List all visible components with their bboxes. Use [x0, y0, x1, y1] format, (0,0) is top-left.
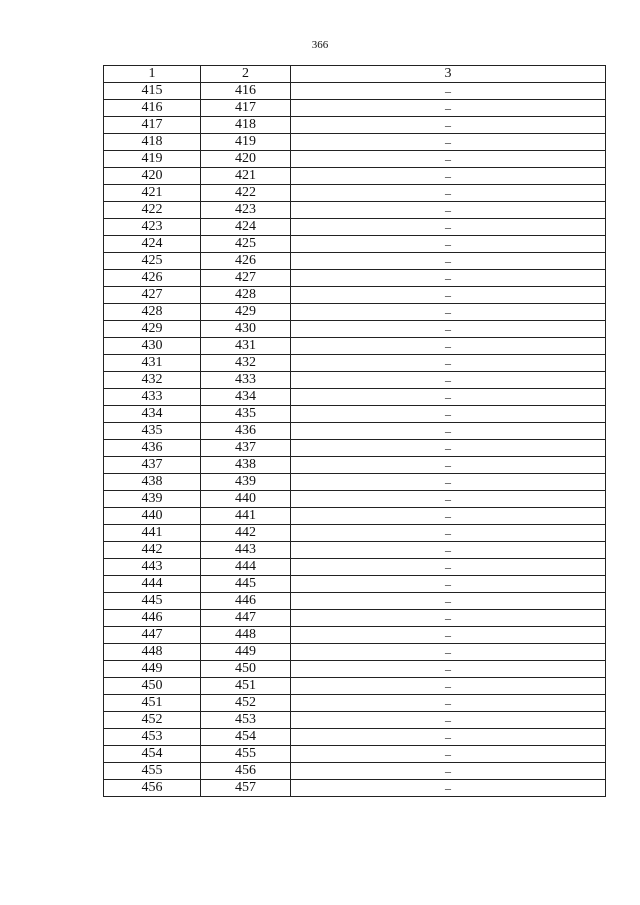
table-cell-col-2: 435 [201, 406, 291, 423]
table-cell-col-1: 433 [104, 389, 201, 406]
table-row [104, 423, 606, 440]
table-cell-col-3: – [291, 661, 606, 678]
table-cell-col-1: 426 [104, 270, 201, 287]
table-cell-col-3: – [291, 236, 606, 253]
table-cell-col-2: 420 [201, 151, 291, 168]
table-cell-col-3: – [291, 593, 606, 610]
table-cell-col-3: – [291, 151, 606, 168]
table-cell-col-3: – [291, 576, 606, 593]
table-row [104, 780, 606, 797]
table-row [104, 712, 606, 729]
table-cell-col-1: 434 [104, 406, 201, 423]
table-row [104, 355, 606, 372]
table-cell-col-1: 450 [104, 678, 201, 695]
table-cell-col-2: 449 [201, 644, 291, 661]
table-row [104, 576, 606, 593]
table-cell-col-1: 446 [104, 610, 201, 627]
table-cell-col-1: 420 [104, 168, 201, 185]
table-cell-col-1: 418 [104, 134, 201, 151]
table-cell-col-1: 440 [104, 508, 201, 525]
table-row [104, 253, 606, 270]
table-cell-col-2: 431 [201, 338, 291, 355]
table-cell-col-2: 419 [201, 134, 291, 151]
table-cell-col-2: 434 [201, 389, 291, 406]
table-cell-col-2: 440 [201, 491, 291, 508]
table-cell-col-3: – [291, 389, 606, 406]
table-cell-col-3: – [291, 168, 606, 185]
table-cell-col-3: – [291, 627, 606, 644]
table-header-row [104, 66, 606, 83]
table-cell-col-3: – [291, 491, 606, 508]
table-row [104, 219, 606, 236]
table-cell-col-1: 415 [104, 83, 201, 100]
table-cell-col-2: 454 [201, 729, 291, 746]
table-row [104, 270, 606, 287]
table-cell-col-1: 429 [104, 321, 201, 338]
table-cell-col-2: 444 [201, 559, 291, 576]
table-cell-col-3: – [291, 559, 606, 576]
table-row [104, 389, 606, 406]
table-row [104, 746, 606, 763]
table-cell-col-3: – [291, 712, 606, 729]
table-cell-col-3: – [291, 746, 606, 763]
table-cell-col-3: – [291, 763, 606, 780]
table-cell-col-3: – [291, 83, 606, 100]
table-row [104, 627, 606, 644]
table-row [104, 236, 606, 253]
table-cell-col-3: – [291, 355, 606, 372]
table-cell-col-1: 438 [104, 474, 201, 491]
table-row [104, 321, 606, 338]
table-row [104, 304, 606, 321]
table-row [104, 185, 606, 202]
table-row [104, 83, 606, 100]
table-row [104, 695, 606, 712]
table-cell-col-1: 432 [104, 372, 201, 389]
table-row [104, 406, 606, 423]
table-cell-col-3: – [291, 100, 606, 117]
table-cell-col-1: 445 [104, 593, 201, 610]
table-cell-col-3: – [291, 304, 606, 321]
table-cell-col-3: – [291, 610, 606, 627]
table-cell-col-3: – [291, 542, 606, 559]
table-row [104, 134, 606, 151]
table-cell-col-1: 419 [104, 151, 201, 168]
table-cell-col-3: – [291, 780, 606, 797]
table-cell-col-3: – [291, 321, 606, 338]
table-cell-col-1: 453 [104, 729, 201, 746]
table-cell-col-1: 441 [104, 525, 201, 542]
table-cell-col-2: 450 [201, 661, 291, 678]
table-cell-col-1: 428 [104, 304, 201, 321]
table-cell-col-2: 456 [201, 763, 291, 780]
table-row [104, 729, 606, 746]
table-cell-col-3: – [291, 372, 606, 389]
table-cell-col-3: – [291, 508, 606, 525]
table-cell-col-1: 437 [104, 457, 201, 474]
table-row [104, 287, 606, 304]
table-row [104, 525, 606, 542]
table-cell-col-2: 423 [201, 202, 291, 219]
table-cell-col-2: 416 [201, 83, 291, 100]
table-row [104, 117, 606, 134]
table-cell-col-3: – [291, 678, 606, 695]
table-cell-col-1: 431 [104, 355, 201, 372]
table-cell-col-2: 433 [201, 372, 291, 389]
table-row [104, 457, 606, 474]
table-cell-col-1: 416 [104, 100, 201, 117]
table-cell-col-3: – [291, 423, 606, 440]
table-cell-col-1: 427 [104, 287, 201, 304]
page-number: 366 [311, 39, 329, 51]
table-cell-col-3: – [291, 202, 606, 219]
table-cell-col-2: 453 [201, 712, 291, 729]
table-cell-col-1: 454 [104, 746, 201, 763]
table-cell-col-1: 422 [104, 202, 201, 219]
table-row [104, 542, 606, 559]
table-cell-col-1: 449 [104, 661, 201, 678]
table-row [104, 338, 606, 355]
table-row [104, 763, 606, 780]
table-cell-col-2: 455 [201, 746, 291, 763]
table-cell-col-1: 423 [104, 219, 201, 236]
table-row [104, 508, 606, 525]
table-cell-col-2: 448 [201, 627, 291, 644]
table-cell-col-2: 439 [201, 474, 291, 491]
table-cell-col-3: – [291, 287, 606, 304]
table-cell-col-1: 452 [104, 712, 201, 729]
table-cell-col-2: 424 [201, 219, 291, 236]
table-cell-col-1: 455 [104, 763, 201, 780]
table-cell-col-3: – [291, 644, 606, 661]
table-row [104, 151, 606, 168]
table-row [104, 100, 606, 117]
column-header-2: 2 [201, 66, 291, 83]
table-cell-col-1: 417 [104, 117, 201, 134]
table-cell-col-3: – [291, 134, 606, 151]
table-row [104, 372, 606, 389]
table-cell-col-1: 436 [104, 440, 201, 457]
table-cell-col-2: 457 [201, 780, 291, 797]
table-row [104, 644, 606, 661]
table-cell-col-3: – [291, 253, 606, 270]
table-cell-col-2: 427 [201, 270, 291, 287]
table-cell-col-3: – [291, 219, 606, 236]
table-cell-col-1: 435 [104, 423, 201, 440]
table-cell-col-1: 430 [104, 338, 201, 355]
table-row [104, 202, 606, 219]
table-cell-col-3: – [291, 117, 606, 134]
table-cell-col-2: 421 [201, 168, 291, 185]
table-cell-col-2: 429 [201, 304, 291, 321]
table-cell-col-2: 446 [201, 593, 291, 610]
table-cell-col-2: 441 [201, 508, 291, 525]
table-cell-col-1: 443 [104, 559, 201, 576]
table-cell-col-2: 438 [201, 457, 291, 474]
table-cell-col-2: 442 [201, 525, 291, 542]
table-cell-col-2: 425 [201, 236, 291, 253]
table-cell-col-3: – [291, 695, 606, 712]
table-row [104, 678, 606, 695]
table-body [104, 83, 606, 797]
table-cell-col-3: – [291, 525, 606, 542]
table-cell-col-1: 421 [104, 185, 201, 202]
table-row [104, 491, 606, 508]
table-cell-col-3: – [291, 474, 606, 491]
table-cell-col-3: – [291, 729, 606, 746]
table-cell-col-1: 447 [104, 627, 201, 644]
table-cell-col-2: 443 [201, 542, 291, 559]
table-cell-col-3: – [291, 457, 606, 474]
table-cell-col-2: 418 [201, 117, 291, 134]
table-cell-col-1: 439 [104, 491, 201, 508]
table-cell-col-1: 448 [104, 644, 201, 661]
table-cell-col-2: 432 [201, 355, 291, 372]
table-cell-col-3: – [291, 338, 606, 355]
table-cell-col-3: – [291, 440, 606, 457]
table-row [104, 559, 606, 576]
table-row [104, 610, 606, 627]
table-cell-col-2: 437 [201, 440, 291, 457]
table-cell-col-2: 452 [201, 695, 291, 712]
column-header-3: 3 [291, 66, 606, 83]
table-cell-col-3: – [291, 270, 606, 287]
table-cell-col-1: 425 [104, 253, 201, 270]
table-cell-col-2: 417 [201, 100, 291, 117]
table-row [104, 168, 606, 185]
table-cell-col-2: 451 [201, 678, 291, 695]
column-header-1: 1 [104, 66, 201, 83]
table-row [104, 593, 606, 610]
table-cell-col-2: 436 [201, 423, 291, 440]
table-cell-col-2: 422 [201, 185, 291, 202]
table-cell-col-2: 447 [201, 610, 291, 627]
table-row [104, 661, 606, 678]
table-cell-col-1: 424 [104, 236, 201, 253]
table-cell-col-1: 456 [104, 780, 201, 797]
table-cell-col-1: 444 [104, 576, 201, 593]
table-cell-col-3: – [291, 406, 606, 423]
table-cell-col-2: 426 [201, 253, 291, 270]
data-table [103, 65, 606, 797]
table-cell-col-1: 451 [104, 695, 201, 712]
table-cell-col-2: 428 [201, 287, 291, 304]
table-cell-col-2: 445 [201, 576, 291, 593]
table-row [104, 474, 606, 491]
table-row [104, 440, 606, 457]
table-cell-col-2: 430 [201, 321, 291, 338]
table-cell-col-1: 442 [104, 542, 201, 559]
table-cell-col-3: – [291, 185, 606, 202]
